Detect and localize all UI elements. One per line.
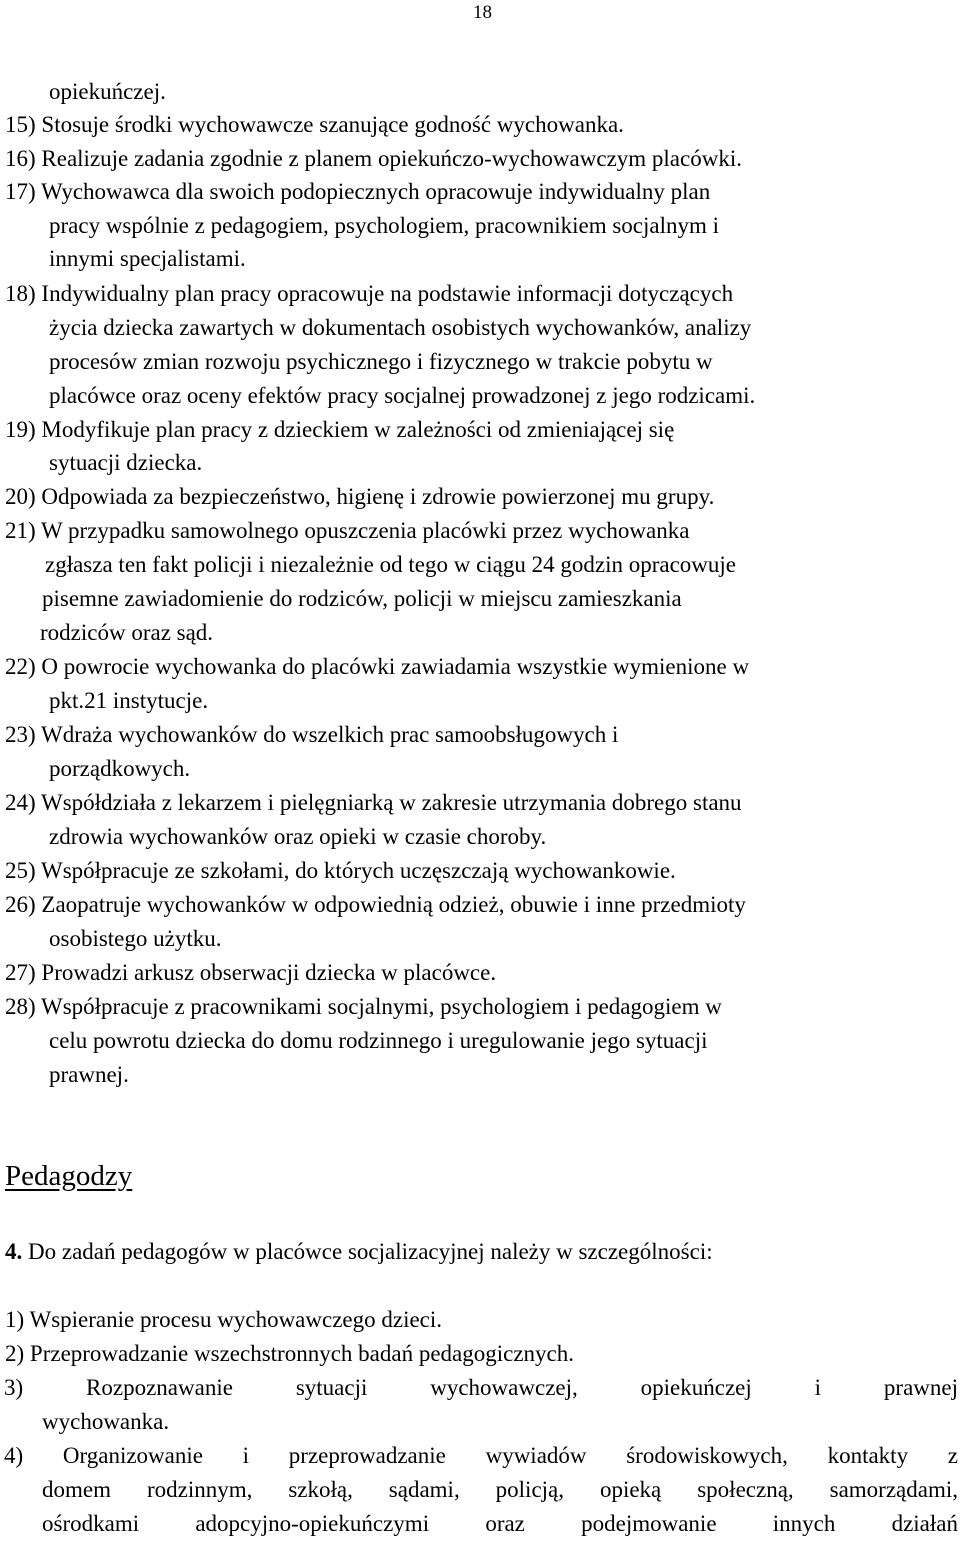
list-line: 28) Współpracuje z pracownikami socjalnymi, psychologiem i pedagogiem w — [5, 994, 722, 1019]
list-line: pisemne zawiadomienie do rodziców, policji w miejscu zamieszkania — [42, 586, 682, 611]
page-number: 18 — [473, 2, 492, 23]
list-line: zdrowia wychowanków oraz opieki w czasie choroby. — [49, 824, 547, 849]
list-line: opiekuńczej. — [49, 79, 166, 104]
paragraph-number: 4. — [5, 1239, 23, 1264]
list-line: 16) Realizuje zadania zgodnie z planem opiekuńczo-wychowawczym placówki. — [5, 146, 742, 171]
list-line: zgłasza ten fakt policji i niezależnie od tego w ciągu 24 godzin opracowuje — [45, 552, 737, 577]
list-line: celu powrotu dziecka do domu rodzinnego i uregulowanie jego sytuacji — [49, 1028, 708, 1053]
list-line: 27) Prowadzi arkusz obserwacji dziecka w placówce. — [5, 960, 497, 985]
list-line: pracy wspólnie z pedagogiem, psychologiem, pracownikiem socjalnym i — [49, 213, 720, 238]
list-line: pkt.21 instytucje. — [49, 688, 209, 713]
list-line: 20) Odpowiada za bezpieczeństwo, higienę i zdrowie powierzonej mu grupy. — [5, 484, 715, 509]
list-line: domem rodzinnym, szkołą, sądami, policją, opieką społeczną, samorządami, — [42, 1477, 958, 1502]
list-line: 19) Modyfikuje plan pracy z dzieckiem w zależności od zmieniającej się — [5, 417, 675, 442]
list-line: 15) Stosuje środki wychowawcze szanujące godność wychowanka. — [5, 112, 624, 137]
list-line: 26) Zaopatruje wychowanków w odpowiednią odzież, obuwie i inne przedmioty — [5, 892, 746, 917]
list-line: osobistego użytku. — [49, 926, 222, 951]
list-line: rodziców oraz sąd. — [40, 620, 214, 645]
list-line: 24) Współdziała z lekarzem i pielęgniarką w zakresie utrzymania dobrego stanu — [5, 790, 742, 815]
list-line: wychowanka. — [42, 1409, 170, 1434]
list-line: 2) Przeprowadzanie wszechstronnych badań pedagogicznych. — [5, 1341, 575, 1366]
list-line: 21) W przypadku samowolnego opuszczenia placówki przez wychowanka — [5, 518, 690, 543]
list-line: 17) Wychowawca dla swoich podopiecznych opracowuje indywidualny plan — [5, 179, 711, 204]
paragraph-text: Do zadań pedagogów w placówce socjalizacyjnej należy w szczególności: — [22, 1239, 713, 1264]
list-line: procesów zmian rozwoju psychicznego i fizycznego w trakcie pobytu w — [49, 349, 713, 374]
list-line: innymi specjalistami. — [49, 246, 246, 271]
list-line: ośrodkami adopcyjno-opiekuńczymi oraz podejmowanie innych działań — [42, 1511, 958, 1536]
list-line: 25) Współpracuje ze szkołami, do których uczęszczają wychowankowie. — [5, 858, 676, 883]
list-line: 23) Wdraża wychowanków do wszelkich prac samoobsługowych i — [5, 722, 619, 747]
list-line: 1) Wspieranie procesu wychowawczego dzieci. — [5, 1307, 443, 1332]
list-line: 3) Rozpoznawanie sytuacji wychowawczej, opiekuńczej i prawnej — [4, 1375, 958, 1400]
list-line: porządkowych. — [49, 756, 191, 781]
paragraph-intro — [5, 1238, 713, 1266]
list-line: życia dziecka zawartych w dokumentach osobistych wychowanków, analizy — [49, 315, 752, 340]
list-line: 18) Indywidualny plan pracy opracowuje na podstawie informacji dotyczących — [5, 281, 734, 306]
list-line: prawnej. — [49, 1062, 129, 1087]
list-line: 4) Organizowanie i przeprowadzanie wywiadów środowiskowych, kontakty z — [4, 1443, 958, 1468]
list-line: placówce oraz oceny efektów pracy socjalnej prowadzonej z jego rodzicami. — [49, 383, 756, 408]
list-line: sytuacji dziecka. — [49, 450, 203, 475]
list-line: 22) O powrocie wychowanka do placówki zawiadamia wszystkie wymienione w — [5, 654, 750, 679]
section-heading: Pedagodzy — [5, 1160, 133, 1192]
